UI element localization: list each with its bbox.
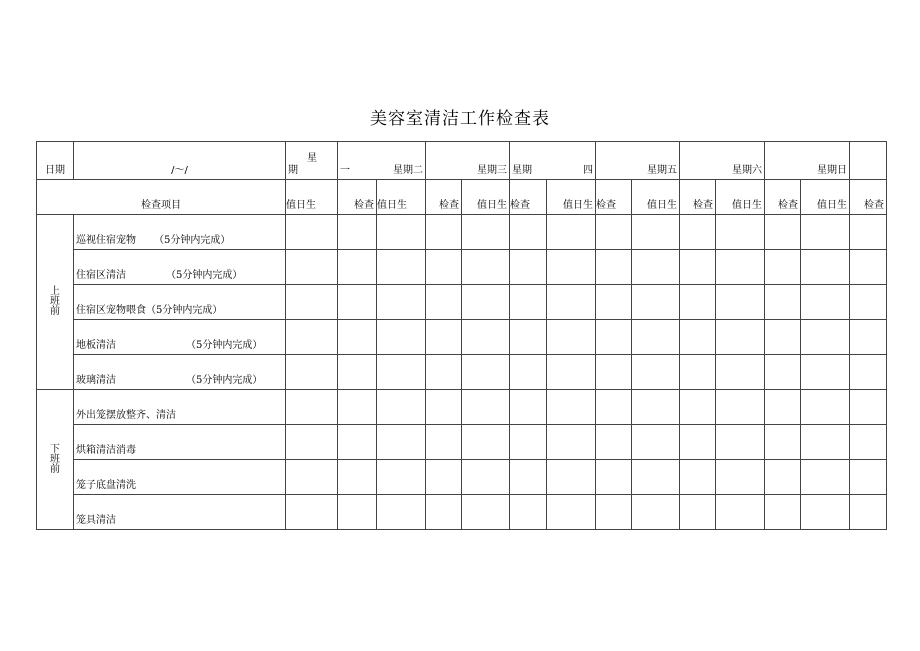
entry-cell[interactable] xyxy=(377,390,426,425)
day-header-sat xyxy=(680,142,765,180)
entry-cell[interactable] xyxy=(426,495,462,530)
entry-cell[interactable] xyxy=(596,390,632,425)
section-label-after-work: 下 班 前 xyxy=(37,390,74,530)
duty-label: 值日生 xyxy=(732,200,762,211)
entry-cell[interactable] xyxy=(850,250,887,285)
check-header xyxy=(338,180,377,215)
entry-cell[interactable] xyxy=(286,495,338,530)
entry-cell[interactable] xyxy=(596,355,632,390)
table-row xyxy=(37,320,887,355)
entry-cell[interactable] xyxy=(286,250,338,285)
day-label-left: 一 xyxy=(340,165,350,176)
day-label-right: 四 xyxy=(583,165,593,176)
entry-cell[interactable] xyxy=(286,390,338,425)
item-text: 外出笼摆放整齐、清洁 xyxy=(76,410,176,421)
item-text: 地板清洁 xyxy=(76,340,116,351)
entry-cell[interactable] xyxy=(547,460,596,495)
table-row xyxy=(37,460,887,495)
entry-cell[interactable] xyxy=(377,320,426,355)
entry-cell[interactable] xyxy=(801,460,850,495)
item-cell xyxy=(74,215,286,250)
entry-cell[interactable] xyxy=(850,495,887,530)
entry-cell[interactable] xyxy=(765,355,801,390)
entry-cell[interactable] xyxy=(547,390,596,425)
duty-label: 值日生 xyxy=(647,200,677,211)
item-cell xyxy=(74,495,286,530)
item-cell xyxy=(74,425,286,460)
entry-cell[interactable] xyxy=(462,390,510,425)
entry-cell[interactable] xyxy=(462,320,510,355)
entry-cell[interactable] xyxy=(632,495,680,530)
entry-cell[interactable] xyxy=(426,320,462,355)
entry-cell[interactable] xyxy=(338,495,377,530)
entry-cell[interactable] xyxy=(596,495,632,530)
entry-cell[interactable] xyxy=(765,460,801,495)
item-note: （5分钟内完成） xyxy=(186,340,263,351)
entry-cell[interactable] xyxy=(462,495,510,530)
entry-cell[interactable] xyxy=(765,320,801,355)
item-cell xyxy=(74,250,286,285)
check-label: 检查 xyxy=(439,200,459,211)
header-row-roles xyxy=(37,180,887,215)
entry-cell[interactable] xyxy=(286,215,338,250)
item-cell xyxy=(74,285,286,320)
entry-cell[interactable] xyxy=(426,215,462,250)
entry-cell[interactable] xyxy=(547,320,596,355)
entry-cell[interactable] xyxy=(716,390,765,425)
entry-cell[interactable] xyxy=(286,355,338,390)
check-label: 检查 xyxy=(864,200,884,211)
entry-cell[interactable] xyxy=(426,390,462,425)
item-cell xyxy=(74,390,286,425)
entry-cell[interactable] xyxy=(377,285,426,320)
table-row xyxy=(37,390,887,425)
entry-cell[interactable] xyxy=(462,425,510,460)
entry-cell[interactable] xyxy=(462,460,510,495)
day-header-thu xyxy=(510,142,596,180)
entry-cell[interactable] xyxy=(801,355,850,390)
entry-cell[interactable] xyxy=(377,425,426,460)
day-label-right: 星期六 xyxy=(732,165,762,176)
item-text: 住宿区宠物喂食 xyxy=(76,305,146,316)
duty-label: 值日生 xyxy=(817,200,847,211)
entry-cell[interactable] xyxy=(547,355,596,390)
entry-cell[interactable] xyxy=(632,460,680,495)
table-row xyxy=(37,250,887,285)
entry-cell[interactable] xyxy=(850,285,887,320)
entry-cell[interactable] xyxy=(510,495,547,530)
entry-cell[interactable] xyxy=(462,250,510,285)
day-label-right: 星期二 xyxy=(393,165,423,176)
entry-cell[interactable] xyxy=(680,460,716,495)
duty-label: 值日生 xyxy=(286,200,316,211)
table-row xyxy=(37,215,887,250)
entry-cell[interactable] xyxy=(377,355,426,390)
duty-header xyxy=(377,180,426,215)
entry-cell[interactable] xyxy=(680,250,716,285)
duty-label: 值日生 xyxy=(477,200,507,211)
entry-cell[interactable] xyxy=(462,285,510,320)
day-header-mon-start xyxy=(286,142,338,180)
entry-cell[interactable] xyxy=(510,355,547,390)
entry-cell[interactable] xyxy=(680,425,716,460)
entry-cell[interactable] xyxy=(850,425,887,460)
check-label: 检查 xyxy=(354,200,374,211)
entry-cell[interactable] xyxy=(801,285,850,320)
entry-cell[interactable] xyxy=(510,425,547,460)
day-header-sun xyxy=(765,142,850,180)
day-label-right: 星期日 xyxy=(817,165,847,176)
entry-cell[interactable] xyxy=(765,250,801,285)
entry-cell[interactable] xyxy=(716,355,765,390)
entry-cell[interactable] xyxy=(338,215,377,250)
item-text: 笼子底盘清洗 xyxy=(76,480,136,491)
day-label-left: 星期 xyxy=(512,165,532,176)
entry-cell[interactable] xyxy=(426,460,462,495)
item-text: 住宿区清洁 xyxy=(76,270,126,281)
entry-cell[interactable] xyxy=(338,355,377,390)
entry-cell[interactable] xyxy=(377,250,426,285)
entry-cell[interactable] xyxy=(801,425,850,460)
entry-cell[interactable] xyxy=(632,320,680,355)
item-cell xyxy=(74,320,286,355)
item-note: （5分钟内完成） xyxy=(154,235,231,246)
entry-cell[interactable] xyxy=(680,495,716,530)
entry-cell[interactable] xyxy=(680,390,716,425)
entry-cell[interactable] xyxy=(338,425,377,460)
entry-cell[interactable] xyxy=(850,320,887,355)
page-title: 美容室清洁工作检查表 xyxy=(370,109,550,129)
entry-cell[interactable] xyxy=(510,285,547,320)
check-header xyxy=(426,180,462,215)
item-note: （5分钟内完成） xyxy=(146,305,223,316)
entry-cell[interactable] xyxy=(426,250,462,285)
section-label-before-work: 上 班 前 xyxy=(37,215,74,390)
item-text: 烘箱清洁消毒 xyxy=(76,445,136,456)
entry-cell[interactable] xyxy=(338,285,377,320)
items-label-cell xyxy=(37,180,286,215)
day-label-right: 星期三 xyxy=(477,165,507,176)
entry-cell[interactable] xyxy=(716,215,765,250)
entry-cell[interactable] xyxy=(547,495,596,530)
item-cell xyxy=(74,460,286,495)
entry-cell[interactable] xyxy=(510,390,547,425)
header-row-days xyxy=(37,142,887,180)
inspection-table xyxy=(36,141,887,530)
duty-header xyxy=(801,180,850,215)
day-header-wed xyxy=(426,142,510,180)
date-range: /～/ xyxy=(171,165,188,176)
entry-cell[interactable] xyxy=(850,460,887,495)
check-label: 检查 xyxy=(693,200,713,211)
entry-cell[interactable] xyxy=(426,425,462,460)
entry-cell[interactable] xyxy=(338,250,377,285)
entry-cell[interactable] xyxy=(377,495,426,530)
entry-cell[interactable] xyxy=(286,320,338,355)
duty-header xyxy=(286,180,338,215)
entry-cell[interactable] xyxy=(801,390,850,425)
entry-cell[interactable] xyxy=(850,215,887,250)
check-header xyxy=(596,180,632,215)
entry-cell[interactable] xyxy=(632,215,680,250)
entry-cell[interactable] xyxy=(716,320,765,355)
item-text: 玻璃清洁 xyxy=(76,375,116,386)
entry-cell[interactable] xyxy=(716,460,765,495)
check-header xyxy=(680,180,716,215)
entry-cell[interactable] xyxy=(801,250,850,285)
check-label: 检查 xyxy=(596,200,616,211)
entry-cell[interactable] xyxy=(377,215,426,250)
check-label: 检查 xyxy=(778,200,798,211)
table-row xyxy=(37,355,887,390)
entry-cell[interactable] xyxy=(716,495,765,530)
entry-cell[interactable] xyxy=(596,320,632,355)
xing-char: 星 xyxy=(307,153,317,164)
entry-cell[interactable] xyxy=(547,425,596,460)
entry-cell[interactable] xyxy=(547,250,596,285)
day-label-right: 星期五 xyxy=(647,165,677,176)
entry-cell[interactable] xyxy=(510,250,547,285)
entry-cell[interactable] xyxy=(801,215,850,250)
entry-cell[interactable] xyxy=(286,285,338,320)
entry-cell[interactable] xyxy=(680,215,716,250)
entry-cell[interactable] xyxy=(765,285,801,320)
entry-cell[interactable] xyxy=(850,390,887,425)
day-header-fri xyxy=(596,142,680,180)
entry-cell[interactable] xyxy=(765,390,801,425)
duty-label: 值日生 xyxy=(563,200,593,211)
date-label-cell xyxy=(37,142,74,180)
entry-cell[interactable] xyxy=(510,215,547,250)
entry-cell[interactable] xyxy=(596,425,632,460)
entry-cell[interactable] xyxy=(426,285,462,320)
item-note: （5分钟内完成） xyxy=(186,375,263,386)
check-header xyxy=(850,180,887,215)
duty-header xyxy=(632,180,680,215)
entry-cell[interactable] xyxy=(716,250,765,285)
entry-cell[interactable] xyxy=(765,425,801,460)
entry-cell[interactable] xyxy=(632,250,680,285)
entry-cell[interactable] xyxy=(547,215,596,250)
date-range-cell xyxy=(74,142,286,180)
entry-cell[interactable] xyxy=(680,320,716,355)
entry-cell[interactable] xyxy=(680,355,716,390)
entry-cell[interactable] xyxy=(765,495,801,530)
duty-header xyxy=(716,180,765,215)
entry-cell[interactable] xyxy=(286,460,338,495)
day-header-tail xyxy=(850,142,887,180)
entry-cell[interactable] xyxy=(632,285,680,320)
check-header xyxy=(510,180,547,215)
entry-cell[interactable] xyxy=(510,460,547,495)
item-cell xyxy=(74,355,286,390)
entry-cell[interactable] xyxy=(632,355,680,390)
check-label: 检查 xyxy=(510,200,530,211)
entry-cell[interactable] xyxy=(850,355,887,390)
entry-cell[interactable] xyxy=(338,390,377,425)
entry-cell[interactable] xyxy=(547,285,596,320)
entry-cell[interactable] xyxy=(462,215,510,250)
table-row xyxy=(37,285,887,320)
entry-cell[interactable] xyxy=(377,460,426,495)
entry-cell[interactable] xyxy=(632,390,680,425)
duty-header xyxy=(547,180,596,215)
date-label: 日期 xyxy=(45,165,65,176)
qi-char: 期 xyxy=(288,165,298,176)
entry-cell[interactable] xyxy=(510,320,547,355)
table-row xyxy=(37,425,887,460)
entry-cell[interactable] xyxy=(632,425,680,460)
entry-cell[interactable] xyxy=(765,215,801,250)
day-header-mon xyxy=(338,142,426,180)
item-text: 巡视住宿宠物 xyxy=(76,235,136,246)
entry-cell[interactable] xyxy=(338,320,377,355)
table-row xyxy=(37,495,887,530)
entry-cell[interactable] xyxy=(680,285,716,320)
items-label: 检查项目 xyxy=(141,200,181,211)
entry-cell[interactable] xyxy=(596,460,632,495)
item-note: （5分钟内完成） xyxy=(166,270,243,281)
entry-cell[interactable] xyxy=(596,285,632,320)
entry-cell[interactable] xyxy=(286,425,338,460)
check-header xyxy=(765,180,801,215)
entry-cell[interactable] xyxy=(462,355,510,390)
entry-cell[interactable] xyxy=(801,495,850,530)
entry-cell[interactable] xyxy=(596,215,632,250)
duty-header xyxy=(462,180,510,215)
entry-cell[interactable] xyxy=(596,250,632,285)
entry-cell[interactable] xyxy=(716,425,765,460)
entry-cell[interactable] xyxy=(801,320,850,355)
duty-label: 值日生 xyxy=(377,200,407,211)
entry-cell[interactable] xyxy=(716,285,765,320)
item-text: 笼具清洁 xyxy=(76,515,116,526)
entry-cell[interactable] xyxy=(338,460,377,495)
entry-cell[interactable] xyxy=(426,355,462,390)
